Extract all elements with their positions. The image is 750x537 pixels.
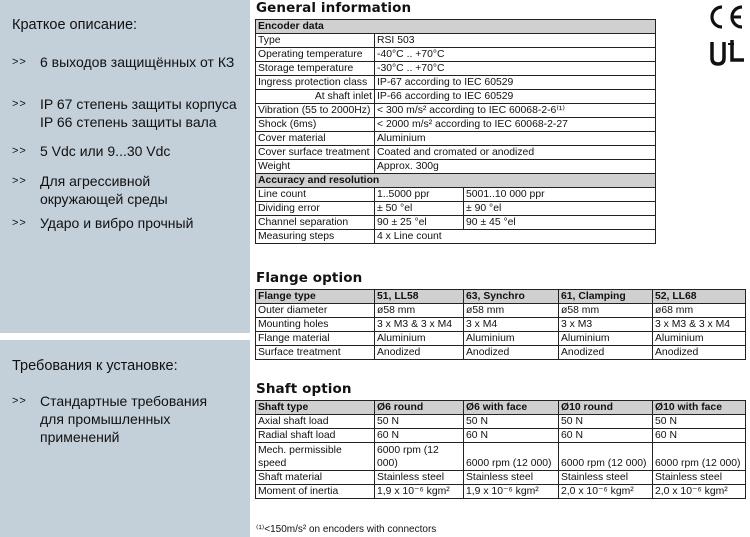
table-row — [256, 318, 746, 332]
table-row — [256, 415, 746, 429]
table-cell: Line count — [256, 188, 375, 202]
bullet-marker: >> — [12, 175, 27, 187]
table-cell: Anodized — [559, 346, 653, 360]
table-cell: Cover material — [256, 132, 375, 146]
summary-title: Краткое описание: — [12, 17, 138, 33]
table-cell: 6000 rpm (12 000) — [375, 443, 464, 471]
table-cell: Stainless steel — [464, 471, 559, 485]
general-info-title: General information — [256, 0, 412, 16]
table-cell: 60 N — [375, 429, 464, 443]
table-row — [256, 90, 656, 104]
summary-panel — [0, 0, 250, 333]
table-cell: Surface treatment — [256, 346, 375, 360]
table-cell: Aluminium — [653, 332, 746, 346]
table-cell: Channel separation — [256, 216, 375, 230]
table-row — [256, 160, 656, 174]
table-row — [256, 443, 746, 471]
table-cell: Stainless steel — [653, 471, 746, 485]
table-cell: Ø10 round — [559, 401, 653, 415]
table-row — [256, 290, 746, 304]
table-cell: 1..5000 ppr — [375, 188, 464, 202]
table-row — [256, 174, 656, 188]
sidebar — [0, 0, 250, 537]
table-cell: 63, Synchro — [464, 290, 559, 304]
table-cell: 3 x M4 — [464, 318, 559, 332]
table-cell: 6000 rpm (12 000) — [559, 443, 653, 471]
shaft-option-table — [255, 400, 746, 499]
flange-option-title: Flange option — [256, 270, 363, 286]
table-cell: 4 x Line count — [375, 230, 656, 244]
table-row — [256, 216, 656, 230]
table-cell: Radial shaft load — [256, 429, 375, 443]
table-cell: 50 N — [653, 415, 746, 429]
table-cell: Measuring steps — [256, 230, 375, 244]
table-cell: 2,0 x 10⁻⁶ kgm² — [559, 485, 653, 499]
table-cell: 90 ± 25 °el — [375, 216, 464, 230]
table-cell: Stainless steel — [375, 471, 464, 485]
table-cell: -30°C .. +70°C — [375, 62, 656, 76]
table-row — [256, 332, 746, 346]
bullet-line: IP 67 степень защиты корпуса — [40, 96, 237, 112]
table-cell: Aluminium — [375, 132, 656, 146]
table-row — [256, 230, 656, 244]
table-cell: Anodized — [375, 346, 464, 360]
bullet-line: 5 Vdc или 9...30 Vdc — [40, 143, 171, 159]
table-cell: Encoder data — [256, 20, 656, 34]
bullet-marker: >> — [12, 56, 27, 68]
table-cell: Cover surface treatment — [256, 146, 375, 160]
table-cell: Moment of inertia — [256, 485, 375, 499]
table-cell: Operating temperature — [256, 48, 375, 62]
footnote: ⁽¹⁾<150m/s² on encoders with connectors — [256, 524, 437, 535]
table-cell: Dividing error — [256, 202, 375, 216]
bullet-line: IP 66 степень защиты вала — [40, 114, 217, 130]
bullet-line: Для агрессивной — [40, 173, 151, 189]
table-row — [256, 132, 656, 146]
table-cell: Weight — [256, 160, 375, 174]
bullet-line: применений — [40, 429, 120, 445]
table-cell: 1,9 x 10⁻⁶ kgm² — [464, 485, 559, 499]
table-row — [256, 118, 656, 132]
table-cell: Anodized — [464, 346, 559, 360]
install-panel — [0, 340, 250, 537]
table-cell: ø68 mm — [653, 304, 746, 318]
bullet-text — [40, 392, 207, 446]
table-cell: Shaft material — [256, 471, 375, 485]
table-cell: 50 N — [559, 415, 653, 429]
table-cell: 61, Clamping — [559, 290, 653, 304]
bullet-text — [40, 142, 170, 160]
table-cell: Storage temperature — [256, 62, 375, 76]
table-cell: Vibration (55 to 2000Hz) — [256, 104, 375, 118]
table-cell: ø58 mm — [559, 304, 653, 318]
table-cell: 50 N — [464, 415, 559, 429]
shaft-option-title: Shaft option — [256, 381, 352, 397]
table-cell: IP-67 according to IEC 60529 — [375, 76, 656, 90]
install-title: Требования к установке: — [12, 358, 178, 374]
table-cell: 3 x M3 & 3 x M4 — [653, 318, 746, 332]
bullet-line: окружающей среды — [40, 191, 168, 207]
bullet-text — [40, 53, 234, 71]
table-cell: 50 N — [375, 415, 464, 429]
table-row — [256, 76, 656, 90]
table-cell: Coated and cromated or anodized — [375, 146, 656, 160]
bullet-text — [40, 214, 193, 232]
table-cell: Axial shaft load — [256, 415, 375, 429]
table-cell: Flange type — [256, 290, 375, 304]
table-row — [256, 304, 746, 318]
table-cell: 90 ± 45 °el — [464, 216, 656, 230]
bullet-marker: >> — [12, 395, 27, 407]
ce-mark-icon — [706, 4, 748, 30]
table-row — [256, 429, 746, 443]
table-cell: Stainless steel — [559, 471, 653, 485]
table-cell: RSI 503 — [375, 34, 656, 48]
table-row — [256, 401, 746, 415]
table-cell: Ø6 round — [375, 401, 464, 415]
table-cell: ø58 mm — [464, 304, 559, 318]
table-cell: Ingress protection class — [256, 76, 375, 90]
bullet-marker: >> — [12, 98, 27, 110]
table-cell: Aluminium — [464, 332, 559, 346]
table-cell: Aluminium — [375, 332, 464, 346]
bullet-text — [40, 95, 237, 131]
table-cell: 6000 rpm (12 000) — [464, 443, 559, 471]
table-cell: 60 N — [653, 429, 746, 443]
table-cell: 3 x M3 — [559, 318, 653, 332]
table-cell: < 2000 m/s² according to IEC 60068-2-27 — [375, 118, 656, 132]
table-cell: At shaft inlet — [256, 90, 375, 104]
table-cell: 3 x M3 & 3 x M4 — [375, 318, 464, 332]
table-cell: ± 90 °el — [464, 202, 656, 216]
table-cell: Anodized — [653, 346, 746, 360]
flange-option-table — [255, 289, 746, 360]
general-info-table — [255, 19, 656, 244]
bullet-marker: >> — [12, 217, 27, 229]
table-cell: 51, LL58 — [375, 290, 464, 304]
table-cell: 60 N — [464, 429, 559, 443]
ul-recognized-icon — [708, 38, 748, 68]
table-row — [256, 62, 656, 76]
table-row — [256, 202, 656, 216]
bullet-text — [40, 172, 168, 208]
table-cell: Mech. permissible speed — [256, 443, 375, 471]
table-cell: ø58 mm — [375, 304, 464, 318]
table-cell: Outer diameter — [256, 304, 375, 318]
table-cell: Type — [256, 34, 375, 48]
table-cell: -40°C .. +70°C — [375, 48, 656, 62]
table-cell: 52, LL68 — [653, 290, 746, 304]
table-cell: Mounting holes — [256, 318, 375, 332]
bullet-line: для промышленных — [40, 411, 171, 427]
table-cell: 6000 rpm (12 000) — [653, 443, 746, 471]
table-cell: < 300 m/s² according to IEC 60068-2-6⁽¹⁾ — [375, 104, 656, 118]
table-row — [256, 48, 656, 62]
table-cell: Ø6 with face — [464, 401, 559, 415]
table-cell: Shock (6ms) — [256, 118, 375, 132]
table-cell: Shaft type — [256, 401, 375, 415]
table-cell: Aluminium — [559, 332, 653, 346]
table-cell: 2,0 x 10⁻⁶ kgm² — [653, 485, 746, 499]
table-cell: 60 N — [559, 429, 653, 443]
table-cell: IP-66 according to IEC 60529 — [375, 90, 656, 104]
table-cell: Approx. 300g — [375, 160, 656, 174]
table-cell: 5001..10 000 ppr — [464, 188, 656, 202]
bullet-line: 6 выходов защищённых от КЗ — [40, 54, 235, 70]
table-row — [256, 104, 656, 118]
table-row — [256, 20, 656, 34]
table-row — [256, 346, 746, 360]
table-cell: Flange material — [256, 332, 375, 346]
table-row — [256, 188, 656, 202]
table-cell: Ø10 with face — [653, 401, 746, 415]
bullet-marker: >> — [12, 145, 27, 157]
table-row — [256, 146, 656, 160]
table-row — [256, 485, 746, 499]
table-cell: 1,9 x 10⁻⁶ kgm² — [375, 485, 464, 499]
bullet-line: Ударо и вибро прочный — [40, 215, 194, 231]
bullet-line: Стандартные требования — [40, 393, 208, 409]
table-row — [256, 34, 656, 48]
table-cell: Accuracy and resolution — [256, 174, 656, 188]
table-cell: ± 50 °el — [375, 202, 464, 216]
table-row — [256, 471, 746, 485]
